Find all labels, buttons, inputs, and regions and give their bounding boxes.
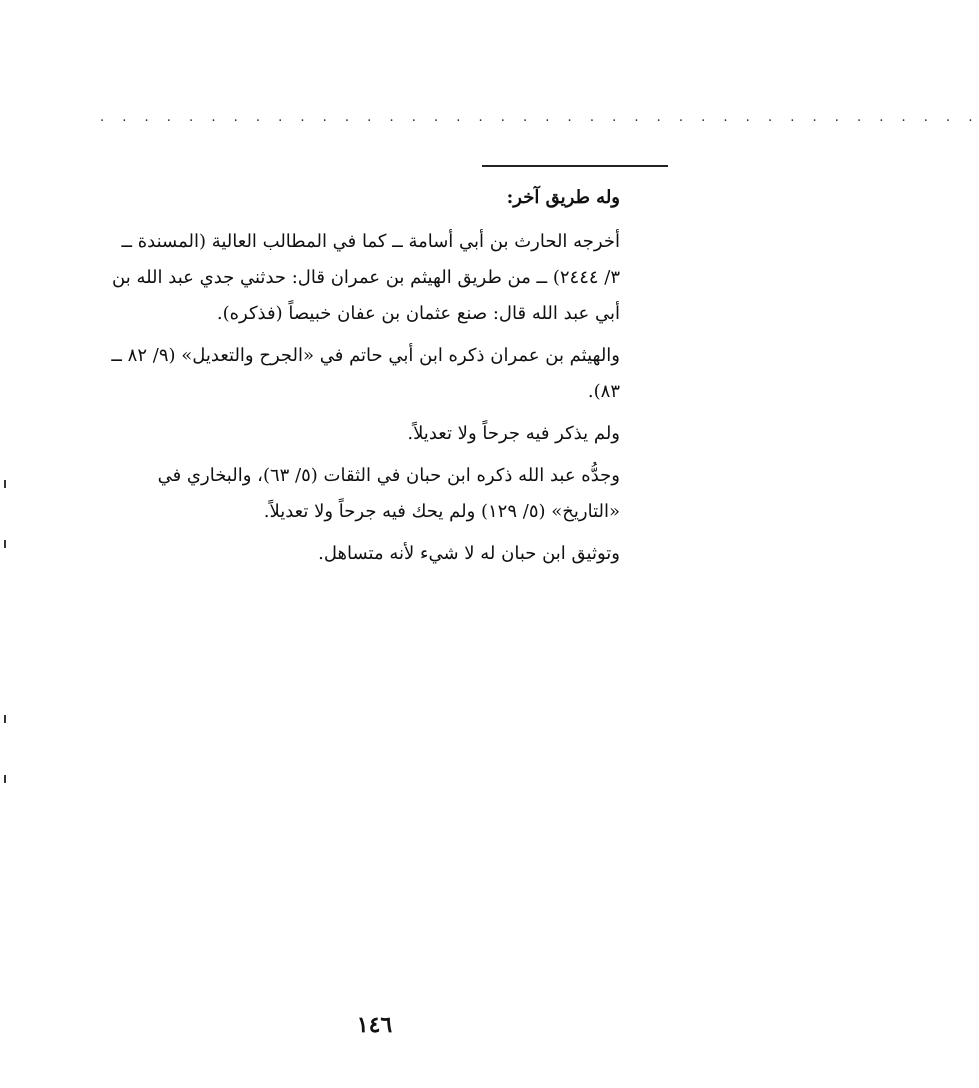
paragraph-1: أخرجه الحارث بن أبي أسامة ــ كما في المطالب العالية (المسندة ــ ٣/ ٢٤٤٤) ــ من طريق الهيثم بن عمران قال: حدثني جدي عبد الله بن أبي عبد الله قال: صنع عثمان بن عفان خبيصاً (فذكره). — [112, 231, 620, 324]
scan-edge-mark — [4, 775, 6, 783]
dotted-separator: . . . . . . . . . . . . . . . . . . . . . . . . . . . . . . . . . . . . . . . . — [100, 110, 979, 125]
paragraph-5: وتوثيق ابن حبان له لا شيء لأنه متساهل. — [318, 543, 620, 564]
paragraph-3: ولم يذكر فيه جرحاً ولا تعديلاً. — [407, 423, 620, 444]
footnote-rule — [482, 165, 668, 167]
scan-edge-mark — [4, 480, 6, 488]
scan-edge-mark — [4, 540, 6, 548]
scan-edge-mark — [4, 715, 6, 723]
section-heading: وله طريق آخر: — [506, 187, 620, 208]
page-number: ١٤٦ — [356, 1012, 393, 1038]
paragraph-4: وجدُّه عبد الله ذكره ابن حبان في الثقات (٥/ ٦٣)، والبخاري في «التاريخ» (٥/ ١٢٩) ولم يحك فيه جرحاً ولا تعديلاً. — [157, 465, 620, 522]
paragraph-2: والهيثم بن عمران ذكره ابن أبي حاتم في «الجرح والتعديل» (٩/ ٨٢ ــ ٨٣). — [111, 345, 620, 402]
page-body — [100, 180, 620, 578]
